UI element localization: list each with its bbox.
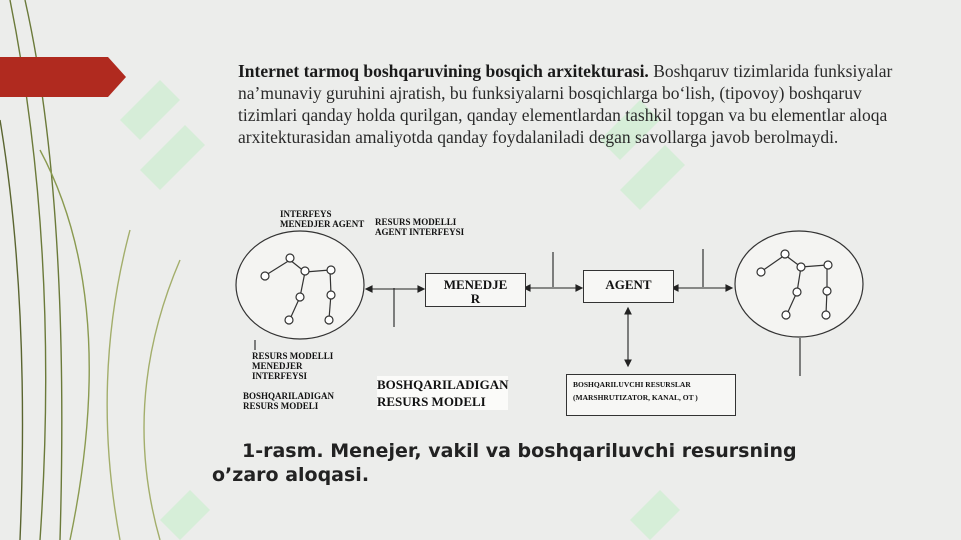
paragraph-lead: Internet tarmoq boshqaruvining bosqich arxitekturasi. xyxy=(238,61,649,81)
manager-box: MENEDJE R xyxy=(425,273,526,307)
right-network-circle xyxy=(735,231,863,337)
agent-box: AGENT xyxy=(583,270,674,303)
label-managed-resource-model-small: BOSHQARILADIGAN RESURS MODELI xyxy=(243,391,335,411)
label-managed-resource-model-big: BOSHQARILADIGAN RESURS MODELI xyxy=(377,377,509,409)
label-resource-model-manager-interface: RESURS MODELLI MENEDJER INTERFEYSI xyxy=(252,351,334,381)
caption-text: 1-rasm. Menejer, vakil va boshqariluvchi resursning o’zaro aloqasi. xyxy=(212,440,797,486)
label-resource-model-agent-interface: RESURS MODELLI AGENT INTERFEYSI xyxy=(375,217,465,237)
label-interface-manager-agent: INTERFEYS MENEDJER AGENT xyxy=(280,209,365,229)
figure-caption xyxy=(212,439,852,487)
intro-paragraph xyxy=(238,60,903,148)
accent-arrow xyxy=(0,57,126,97)
managed-resources-box: BOSHQARILUVCHI RESURSLAR (MARSHRUTIZATOR, KANAL, OT ) xyxy=(566,374,736,416)
left-network-circle xyxy=(236,231,364,339)
paragraph-body: Boshqaruv tizimlarida funksiyalar na’munaviy guruhini ajratish, bu funksiyalarni bosqichlarga bo‘lish, (tipovoy) boshqaruv tizimlari qanday holda qurilgan, qanday elementlardan tashkil topgan va bu elementlar aloqa arxitekturasidan amaliyotda qanday foydalaniladi degan savollarga javob berolmaydi. xyxy=(238,61,893,147)
